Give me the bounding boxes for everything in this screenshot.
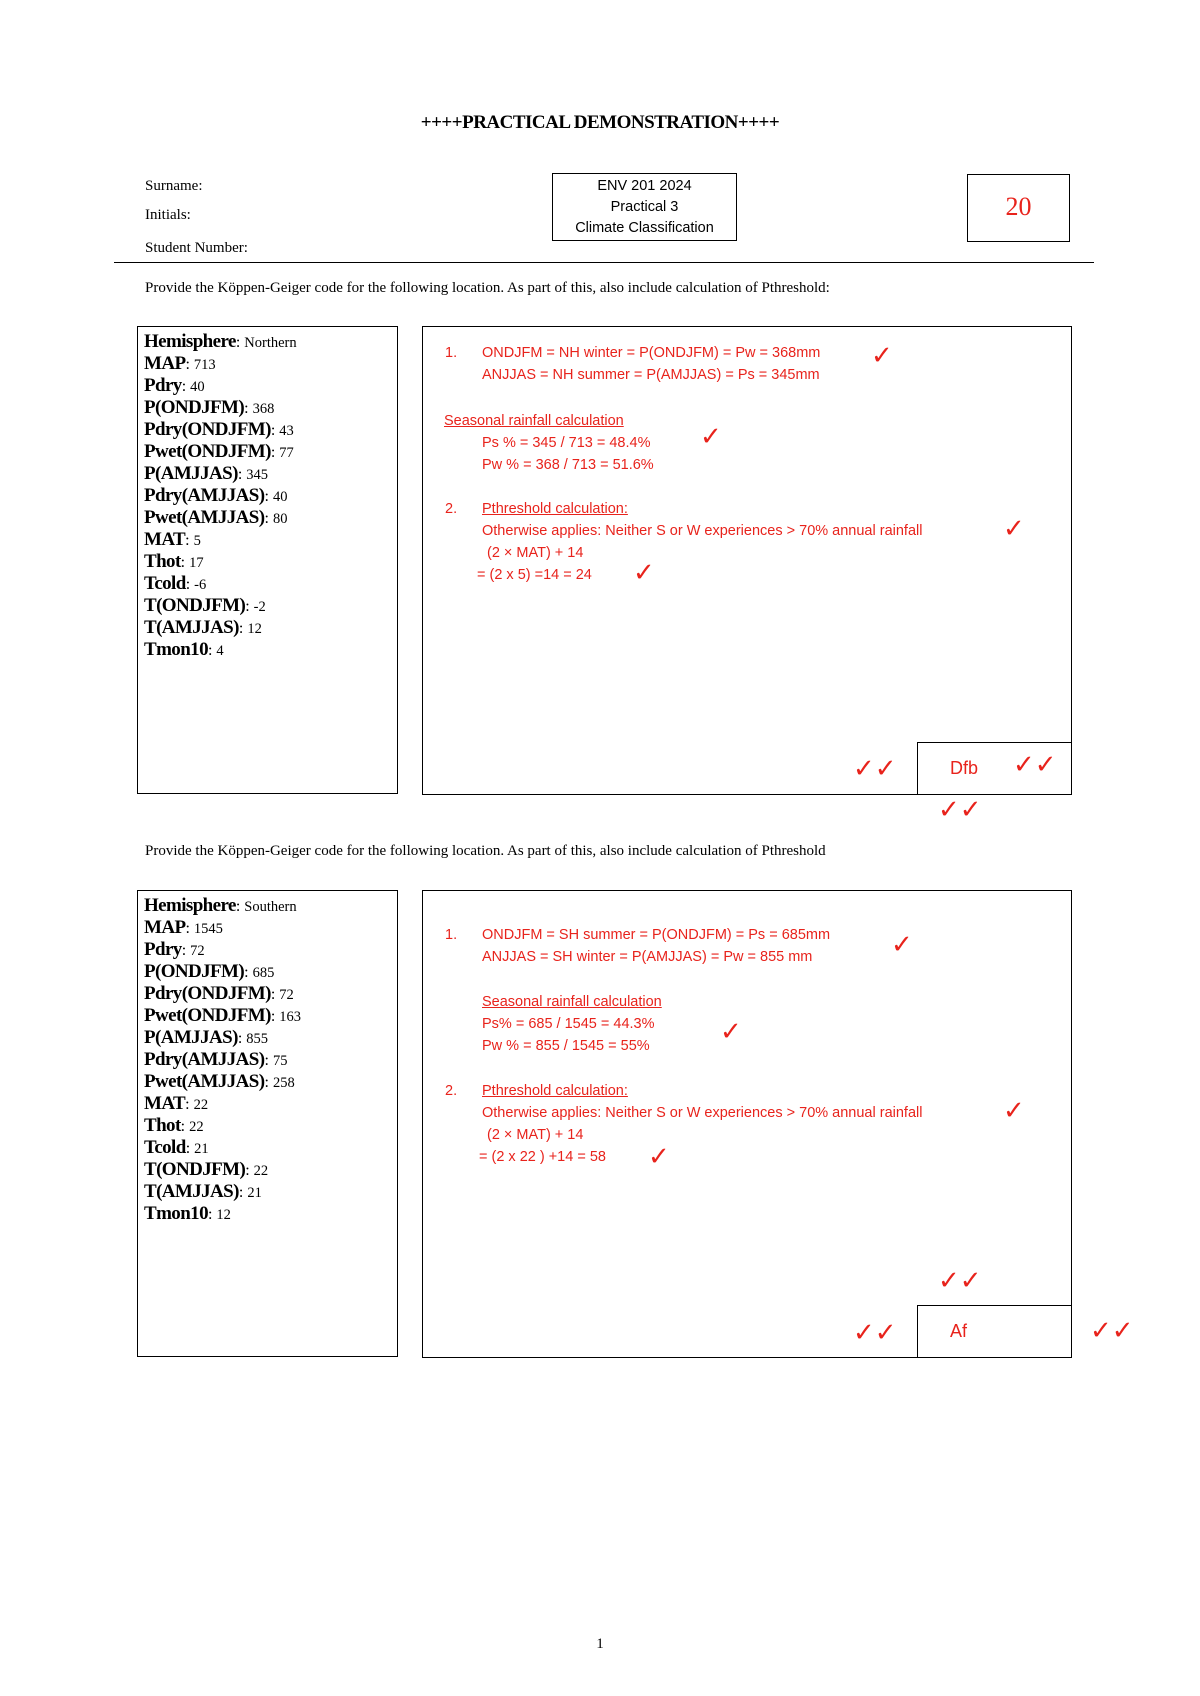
data-row: T(AMJJAS): 12 <box>144 617 262 638</box>
score-value: 20 <box>1005 192 1032 221</box>
q1-calc-box <box>422 326 1072 795</box>
pthreshold-result: = (2 x 5) =14 = 24 <box>477 567 592 583</box>
data-row: P(ONDJFM): 368 <box>144 397 275 418</box>
student-number-label: Student Number: <box>145 240 248 256</box>
data-row: Pwet(AMJJAS): 258 <box>144 1071 295 1092</box>
pthreshold-formula: (2 × MAT) + 14 <box>487 1127 584 1143</box>
pthreshold-heading: Pthreshold calculation: <box>482 1083 628 1099</box>
tick-mark: ✓ <box>720 1017 742 1047</box>
data-row: Hemisphere: Northern <box>144 331 297 352</box>
data-row: Pdry(AMJJAS): 75 <box>144 1049 288 1070</box>
data-row: T(ONDJFM): -2 <box>144 595 266 616</box>
data-row: T(AMJJAS): 21 <box>144 1181 262 1202</box>
double-tick-mark: ✓✓ <box>853 754 897 784</box>
data-row: MAT: 5 <box>144 529 201 550</box>
step-number: 1. <box>445 345 458 361</box>
pw-calc: Pw % = 368 / 713 = 51.6% <box>482 457 654 473</box>
initials-label: Initials: <box>145 207 191 223</box>
koppen-code: Dfb <box>950 758 979 778</box>
tick-mark: ✓ <box>871 341 893 371</box>
data-row: Pwet(AMJJAS): 80 <box>144 507 288 528</box>
practical-number: Practical 3 <box>610 199 679 215</box>
seasonal-heading: Seasonal rainfall calculation <box>482 994 662 1010</box>
calc-line: ANJJAS = NH summer = P(AMJJAS) = Ps = 345mm <box>482 367 820 383</box>
data-row: Pdry: 72 <box>144 939 205 960</box>
data-row: T(ONDJFM): 22 <box>144 1159 269 1180</box>
q2-data-box <box>137 890 398 1357</box>
ps-calc: Ps % = 345 / 713 = 48.4% <box>482 435 651 451</box>
double-tick-mark: ✓✓ <box>1013 750 1057 780</box>
step-number: 2. <box>445 1083 458 1099</box>
data-row: Pdry(AMJJAS): 40 <box>144 485 288 506</box>
data-row: Tmon10: 4 <box>144 639 224 660</box>
course-info-box <box>552 173 737 241</box>
data-row: Tmon10: 12 <box>144 1203 231 1224</box>
pthreshold-heading: Pthreshold calculation: <box>482 501 628 517</box>
tick-mark: ✓ <box>648 1142 670 1172</box>
page-title: ++++PRACTICAL DEMONSTRATION++++ <box>420 112 780 133</box>
surname-label: Surname: <box>145 178 203 194</box>
data-row: Pwet(ONDJFM): 77 <box>144 441 294 462</box>
otherwise-rule: Otherwise applies: Neither S or W experiences > 70% annual rainfall <box>482 1105 923 1121</box>
ps-calc: Ps% = 685 / 1545 = 44.3% <box>482 1016 655 1032</box>
data-row: Pdry(ONDJFM): 43 <box>144 419 294 440</box>
data-row: Thot: 17 <box>144 551 204 572</box>
data-row: Thot: 22 <box>144 1115 204 1136</box>
q2-instruction: Provide the Köppen-Geiger code for the following location. As part of this, also include calculation of Pthreshold <box>145 843 826 859</box>
data-row: Pwet(ONDJFM): 163 <box>144 1005 302 1026</box>
double-tick-mark: ✓✓ <box>1090 1316 1134 1346</box>
q2-answer-box <box>917 1305 1072 1358</box>
calc-line: ONDJFM = SH summer = P(ONDJFM) = Ps = 685mm <box>482 927 831 943</box>
double-tick-mark: ✓✓ <box>853 1318 897 1348</box>
data-row: Pdry: 40 <box>144 375 205 396</box>
header-divider <box>114 262 1094 263</box>
data-row: Tcold: 21 <box>144 1137 209 1158</box>
otherwise-rule: Otherwise applies: Neither S or W experiences > 70% annual rainfall <box>482 523 923 539</box>
data-row: P(AMJJAS): 855 <box>144 1027 269 1048</box>
score-box <box>967 174 1070 242</box>
data-row: Tcold: -6 <box>144 573 207 594</box>
data-row: MAP: 713 <box>144 353 216 374</box>
tick-mark: ✓ <box>700 422 722 452</box>
practical-subject: Climate Classification <box>575 220 714 236</box>
page-number: 1 <box>596 1636 604 1652</box>
tick-mark: ✓ <box>633 558 655 588</box>
tick-mark: ✓ <box>1003 1096 1025 1126</box>
data-row: P(ONDJFM): 685 <box>144 961 275 982</box>
pw-calc: Pw % = 855 / 1545 = 55% <box>482 1038 650 1054</box>
seasonal-heading: Seasonal rainfall calculation <box>444 413 624 429</box>
data-row: MAT: 22 <box>144 1093 209 1114</box>
tick-mark: ✓ <box>891 930 913 960</box>
double-tick-mark: ✓✓ <box>938 1266 982 1296</box>
course-code: ENV 201 2024 <box>597 178 692 194</box>
tick-mark: ✓ <box>1003 514 1025 544</box>
data-row: P(AMJJAS): 345 <box>144 463 269 484</box>
step-number: 1. <box>445 927 458 943</box>
step-number: 2. <box>445 501 458 517</box>
double-tick-mark: ✓✓ <box>938 795 982 825</box>
data-row: Pdry(ONDJFM): 72 <box>144 983 294 1004</box>
calc-line: ONDJFM = NH winter = P(ONDJFM) = Pw = 368mm <box>482 345 821 361</box>
koppen-code: Af <box>950 1321 968 1341</box>
calc-line: ANJJAS = SH winter = P(AMJJAS) = Pw = 855 mm <box>482 949 813 965</box>
pthreshold-result: = (2 x 22 ) +14 = 58 <box>479 1149 606 1165</box>
q1-data-box <box>137 326 398 794</box>
data-row: MAP: 1545 <box>144 917 223 938</box>
pthreshold-formula: (2 × MAT) + 14 <box>487 545 584 561</box>
q1-instruction: Provide the Köppen-Geiger code for the following location. As part of this, also include calculation of Pthreshold: <box>145 280 830 296</box>
data-row: Hemisphere: Southern <box>144 895 297 916</box>
